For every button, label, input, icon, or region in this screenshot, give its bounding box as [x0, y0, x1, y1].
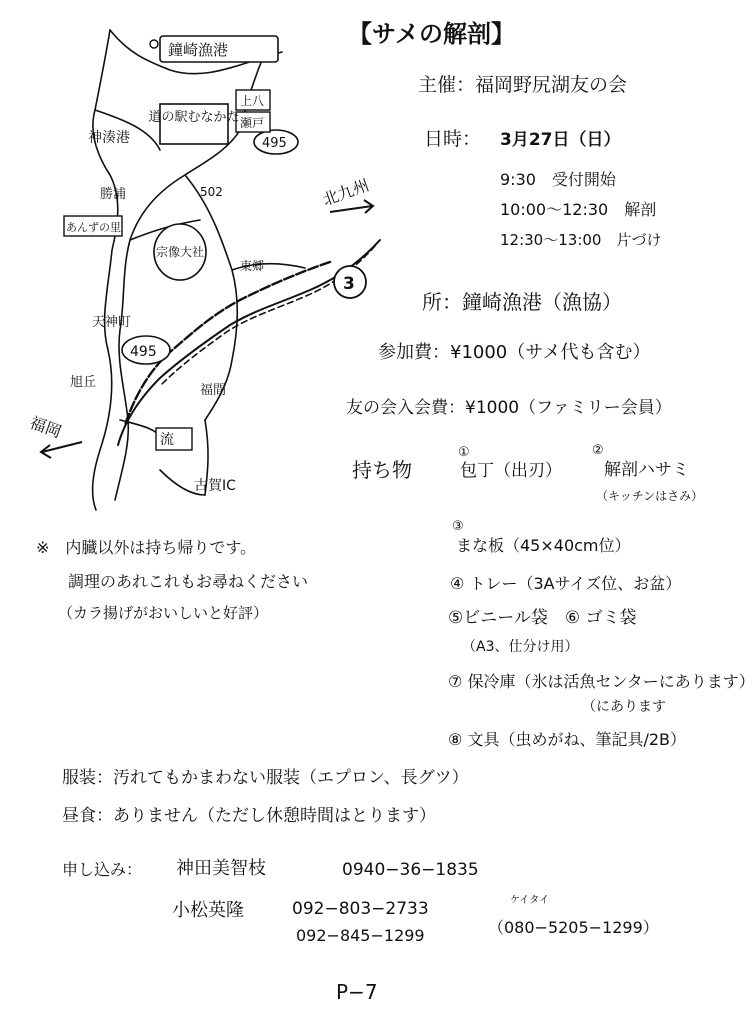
contact-1-phone: 0940−36−1835 [342, 860, 479, 880]
note-cooking: 調理のあれこれもお尋ねください [68, 572, 309, 591]
belonging-1: 包丁（出刃） [460, 461, 562, 481]
kanezaki-port-marker [150, 40, 158, 48]
map-label-katsuura: 勝浦 [100, 187, 127, 202]
belonging-4-mark: ④ [450, 574, 465, 593]
map-label-konominato: 神湊港 [88, 130, 130, 146]
schedule-reception: 9:30 受付開始 [500, 170, 616, 189]
belonging-7 [448, 674, 755, 690]
map-label-route-3: 3 [343, 274, 355, 294]
map-label-fukuoka: 福岡 [27, 412, 65, 442]
map-label-michinoeki [148, 110, 239, 125]
map-label-tenjinmachi: 天神町 [92, 315, 132, 330]
belonging-2: 解剖ハサミ [604, 460, 689, 480]
map-label-route-495-mid: 495 [130, 344, 157, 360]
map-label-route-495-top: 495 [262, 136, 287, 151]
place: 所：鐘崎漁港（漁協） [422, 290, 622, 314]
belonging-6-text: ゴミ袋 [585, 608, 637, 628]
datetime-label: 日時： [424, 128, 482, 150]
arrow-fukuoka [41, 442, 82, 458]
page-number: P−7 [336, 980, 378, 1004]
note-take-home: ※ 内臓以外は持ち帰りです。 [36, 538, 257, 557]
map-label-michinoeki-text: 道の駅むなかた [148, 110, 240, 125]
belonging-5-text: ビニール袋 [463, 608, 548, 628]
map-label-anorisato: あんずの里 [66, 221, 121, 234]
organizer: 主催：福岡野尻湖友の会 [418, 74, 628, 96]
map-label-seto: 瀬戸 [240, 116, 265, 130]
contacts-label: 申し込み： [62, 860, 143, 879]
map-label-koga-ic: 古賀IC [194, 478, 236, 494]
contact-1-name: 神田美智枝 [176, 858, 266, 879]
membership-fee: 友の会入会費：¥1000（ファミリー会員） [346, 398, 672, 418]
map-label-fukuma: 福間 [200, 383, 227, 398]
page-title: 【サメの解剖】 [348, 20, 516, 48]
belonging-1-mark: ① [458, 445, 470, 460]
schedule-dissection: 10:00〜12:30 解剖 [500, 200, 657, 219]
contact-2-phone2: 092−845−1299 [296, 926, 425, 945]
belonging-6-mark: ⑥ [564, 608, 581, 628]
belonging-5-mark: ⑤ [448, 608, 464, 628]
map-label-route-502: 502 [200, 185, 223, 199]
belonging-8-text: 文具（虫めがね、筆記具/2B） [467, 730, 686, 749]
belongings-label: 持ち物 [352, 458, 412, 482]
belonging-7-text: 保冷庫（氷は活魚センターにあります） [467, 672, 755, 691]
map-label-asahigaoka: 旭丘 [70, 375, 97, 390]
belonging-5-note: （A3、仕分け用） [462, 639, 579, 655]
schedule-cleanup: 12:30〜13:00 片づけ [500, 231, 662, 249]
belonging-3-mark: ③ [452, 519, 464, 534]
note-karaage: （カラ揚げがおいしいと好評） [58, 604, 269, 622]
event-date: 3月27日（日） [500, 130, 621, 150]
contact-2-mobile-label: ケイタイ [510, 895, 550, 906]
map-label-kitakyushu: 北九州 [320, 175, 372, 210]
belonging-8 [448, 732, 686, 748]
access-map [0, 0, 400, 520]
belonging-7-mark: ⑦ [448, 672, 463, 691]
map-label-togo: 東郷 [240, 259, 265, 273]
coastline-west [93, 30, 118, 510]
belonging-4-text: トレー（3Aサイズ位、お盆） [469, 574, 682, 593]
belonging-8-mark: ⑧ [448, 730, 463, 749]
belonging-4 [450, 576, 681, 592]
map-label-munakata-taisha: 宗像大社 [156, 245, 205, 259]
map-label-nagare: 流 [160, 432, 174, 448]
contact-2-name: 小松英隆 [172, 900, 244, 921]
clothing: 服装：汚れてもかまわない服装（エプロン、長グツ） [62, 768, 469, 788]
map-label-kanezaki-port: 鐘崎漁港 [168, 41, 229, 59]
belonging-2-note: （キッチンはさみ） [596, 489, 704, 503]
participation-fee: 参加費：¥1000（サメ代も含む） [378, 342, 651, 363]
belonging-5 [448, 610, 637, 627]
map-label-kaminohachi: 上八 [240, 94, 265, 108]
belonging-7-note: （にあります [582, 699, 666, 715]
belonging-3: まな板（45×40cm位） [456, 536, 631, 555]
contact-2-phone: 092−803−2733 [292, 899, 429, 919]
contact-2-mobile: （080−5205−1299） [488, 918, 659, 937]
belonging-2-mark: ② [592, 443, 604, 458]
lunch: 昼食：ありません（ただし休憩時間はとります） [62, 806, 436, 826]
